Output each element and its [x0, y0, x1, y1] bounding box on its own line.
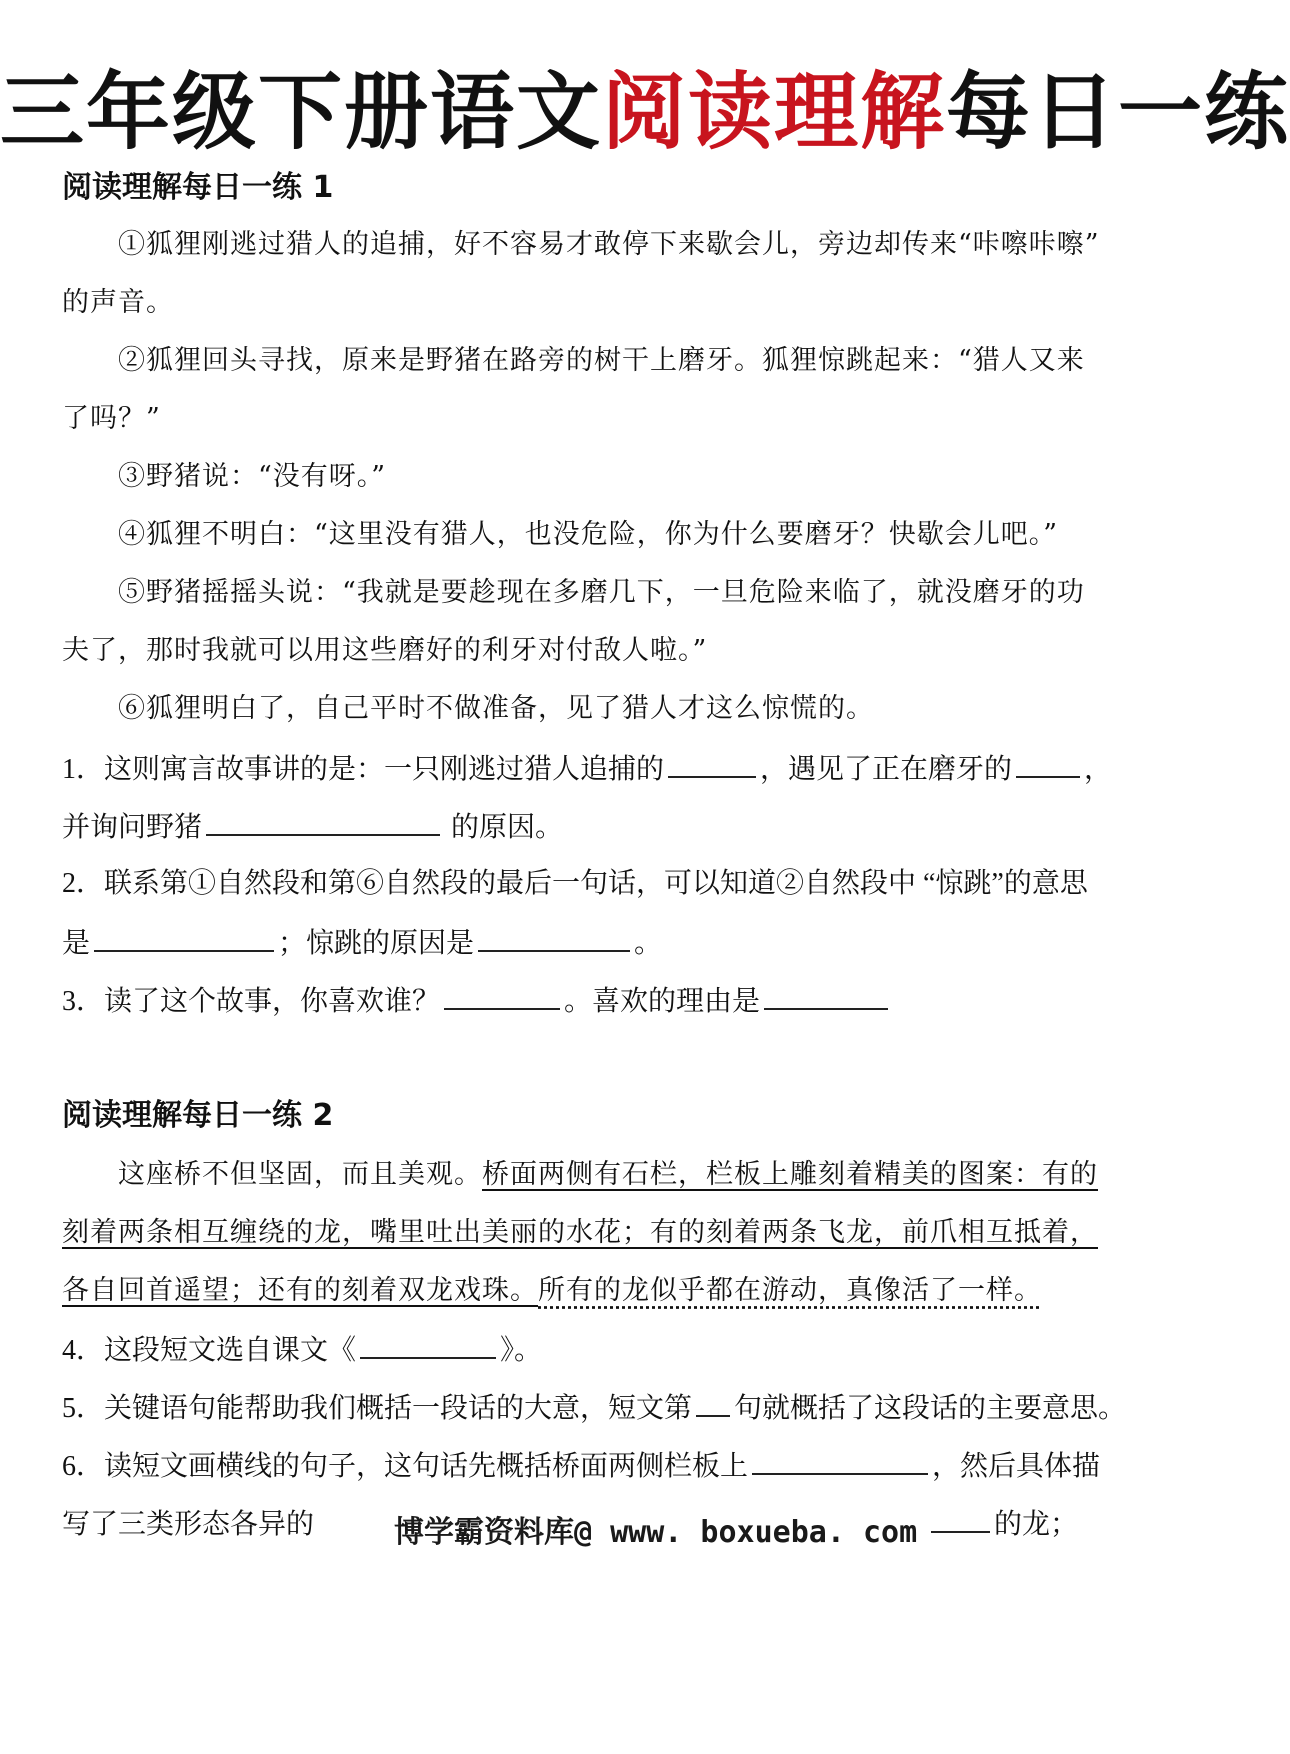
question-3: 3．读了这个故事，你喜欢谁？ 。喜欢的理由是 — [62, 980, 1162, 1022]
question-6-cont: 写了三类形态各异的 的龙； — [62, 1503, 1162, 1545]
passage-line: ④狐狸不明白：“这里没有猎人，也没危险，你为什么要磨牙？快歇会儿吧。” — [118, 519, 1059, 550]
underlined-sentence: 刻着两条相互缠绕的龙，嘴里吐出美丽的水花；有的刻着两条飞龙，前爪相互抵着， — [62, 1217, 1098, 1248]
title-highlight: 阅读理解 — [602, 63, 947, 161]
passage-line: ⑤野猪摇摇头说：“我就是要趁现在多磨几下，一旦危险来临了，就没磨牙的功 — [118, 577, 1085, 608]
wavy-underlined-sentence: 所有的龙似乎都在游动，真像活了一样。 — [538, 1275, 1042, 1306]
answer-blank[interactable] — [478, 922, 630, 952]
question-2: 2．联系第①自然段和第⑥自然段的最后一句话，可以知道②自然段中 “惊跳”的意思 — [62, 868, 1088, 899]
page-title: 三年级下册语文阅读理解每日一练 — [0, 63, 1290, 161]
question-4: 4．这段短文选自课文《 》。 — [62, 1329, 1162, 1371]
answer-blank[interactable] — [444, 980, 560, 1010]
question-6: 6．读短文画横线的句子，这句话先概括桥面两侧栏板上 ，然后具体描 — [62, 1445, 1162, 1487]
passage-line: 这座桥不但坚固，而且美观。桥面两侧有石栏，栏板上雕刻着精美的图案：有的 — [118, 1159, 1098, 1190]
question-2-cont: 是 ；惊跳的原因是 。 — [62, 922, 1162, 964]
answer-blank[interactable] — [206, 806, 440, 836]
section-heading-1: 阅读理解每日一练 1 — [62, 170, 334, 205]
question-5: 5．关键语句能帮助我们概括一段话的大意，短文第 句就概括了这段话的主要意思。 — [62, 1387, 1162, 1429]
underlined-sentence: 各自回首遥望；还有的刻着双龙戏珠。 — [62, 1275, 538, 1306]
question-1-cont: 并询问野猪 的原因。 — [62, 806, 1162, 848]
section-heading-2: 阅读理解每日一练 2 — [62, 1098, 334, 1133]
passage-line: 夫了，那时我就可以用这些磨好的利牙对付敌人啦。” — [62, 635, 708, 666]
passage-line: ⑥狐狸明白了，自己平时不做准备，见了猎人才这么惊慌的。 — [118, 693, 874, 724]
passage-line: ①狐狸刚逃过猎人的追捕，好不容易才敢停下来歇会儿，旁边却传来“咔嚓咔嚓” — [118, 229, 1100, 260]
answer-blank[interactable] — [94, 922, 274, 952]
question-1: 1．这则寓言故事讲的是：一只刚逃过猎人追捕的 ，遇见了正在磨牙的 ， — [62, 748, 1162, 790]
underlined-sentence: 桥面两侧有石栏，栏板上雕刻着精美的图案：有的 — [482, 1159, 1098, 1190]
answer-blank[interactable] — [668, 748, 756, 778]
passage-line: 的声音。 — [62, 287, 174, 318]
passage-line — [62, 1271, 1162, 1311]
passage-line: ③野猪说：“没有呀。” — [118, 461, 387, 492]
passage-line: 了吗？” — [62, 403, 161, 434]
passage-line: ②狐狸回头寻找，原来是野猪在路旁的树干上磨牙。狐狸惊跳起来：“猎人又来 — [118, 345, 1085, 376]
answer-blank[interactable] — [1016, 748, 1080, 778]
answer-blank[interactable] — [752, 1445, 928, 1475]
answer-blank[interactable] — [696, 1387, 730, 1417]
watermark: 博学霸资料库@ www. boxueba. com — [380, 1507, 931, 1551]
answer-blank[interactable] — [360, 1329, 496, 1359]
answer-blank[interactable] — [764, 980, 888, 1010]
passage-line — [62, 1213, 1162, 1253]
